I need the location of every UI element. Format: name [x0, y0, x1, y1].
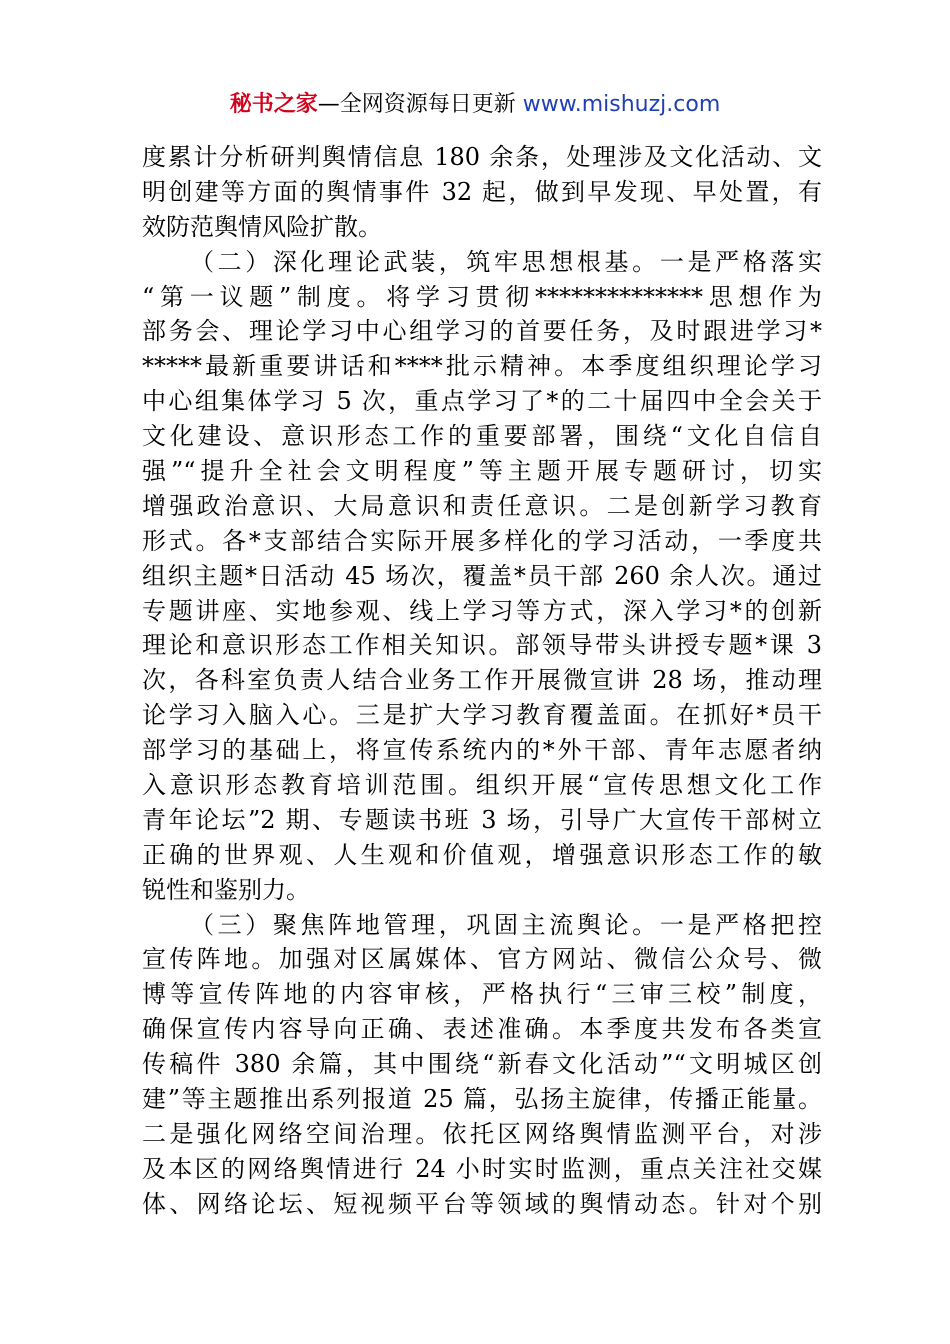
text-line: 传稿件 380 余篇，其中围绕“新春文化活动”“文明城区创: [142, 1050, 822, 1079]
site-slogan: —全网资源每日更新: [317, 92, 516, 117]
section-heading-line: （二）深化理论武装，筑牢思想根基。一是严格落实: [190, 247, 822, 276]
text-line: 宣传阵地。加强对区属媒体、官方网站、微信公众号、微: [142, 945, 822, 974]
text-line: *****最新重要讲话和****批示精神。本季度组织理论学习: [142, 352, 822, 381]
text-line: 明创建等方面的舆情事件 32 起，做到早发现、早处置，有: [142, 177, 822, 206]
site-header: [0, 90, 950, 120]
text-line: 论学习入脑入心。三是扩大学习教育覆盖面。在抓好*员干: [142, 701, 822, 730]
text-line: 效防范舆情风险扩散。: [142, 212, 382, 241]
section-heading-line: （三）聚焦阵地管理，巩固主流舆论。一是严格把控: [190, 910, 822, 939]
text-line: 理论和意识形态工作相关知识。部领导带头讲授专题*课 3: [142, 631, 822, 660]
text-line: 部学习的基础上，将宣传系统内的*外干部、青年志愿者纳: [142, 736, 822, 765]
text-line: 二是强化网络空间治理。依托区网络舆情监测平台，对涉: [142, 1119, 822, 1148]
text-line: 青年论坛”2 期、专题读书班 3 场，引导广大宣传干部树立: [142, 805, 822, 834]
text-line: 中心组集体学习 5 次，重点学习了*的二十届四中全会关于: [142, 387, 822, 416]
text-line: 文化建设、意识形态工作的重要部署，围绕“文化自信自: [142, 422, 822, 451]
text-line: 强”“提升全社会文明程度”等主题开展专题研讨，切实: [142, 457, 822, 486]
text-line: 增强政治意识、大局意识和责任意识。二是创新学习教育: [142, 491, 822, 520]
text-line: 建”等主题推出系列报道 25 篇，弘扬主旋律，传播正能量。: [142, 1085, 822, 1114]
text-line: 体、网络论坛、短视频平台等领域的舆情动态。针对个别: [142, 1189, 822, 1218]
text-line: 专题讲座、实地参观、线上学习等方式，深入学习*的创新: [142, 596, 822, 625]
text-line: 部务会、理论学习中心组学习的首要任务，及时跟进学习*: [142, 317, 822, 346]
text-line: 锐性和鉴别力。: [142, 875, 310, 904]
text-line: 确保宣传内容导向正确、表述准确。本季度共发布各类宣: [142, 1015, 822, 1044]
text-line: 及本区的网络舆情进行 24 小时实时监测，重点关注社交媒: [142, 1154, 822, 1183]
text-line: 组织主题*日活动 45 场次，覆盖*员干部 260 余人次。通过: [142, 561, 822, 590]
site-brand: 秘书之家: [229, 92, 318, 117]
text-line: 正确的世界观、人生观和价值观，增强意识形态工作的敏: [142, 840, 822, 869]
text-line: 入意识形态教育培训范围。组织开展“宣传思想文化工作: [142, 771, 822, 800]
text-line: 次，各科室负责人结合业务工作开展微宣讲 28 场，推动理: [142, 666, 822, 695]
text-line: 博等宣传阵地的内容审核，严格执行“三审三校”制度，: [142, 980, 822, 1009]
text-line: 度累计分析研判舆情信息 180 余条，处理涉及文化活动、文: [142, 143, 822, 171]
text-line: 形式。各*支部结合实际开展多样化的学习活动，一季度共: [142, 526, 822, 555]
site-url-link[interactable]: www.mishuzj.com: [522, 92, 721, 117]
document-body: [142, 140, 822, 1222]
text-line: “第一议题”制度。将学习贯彻**************思想作为: [142, 282, 822, 311]
